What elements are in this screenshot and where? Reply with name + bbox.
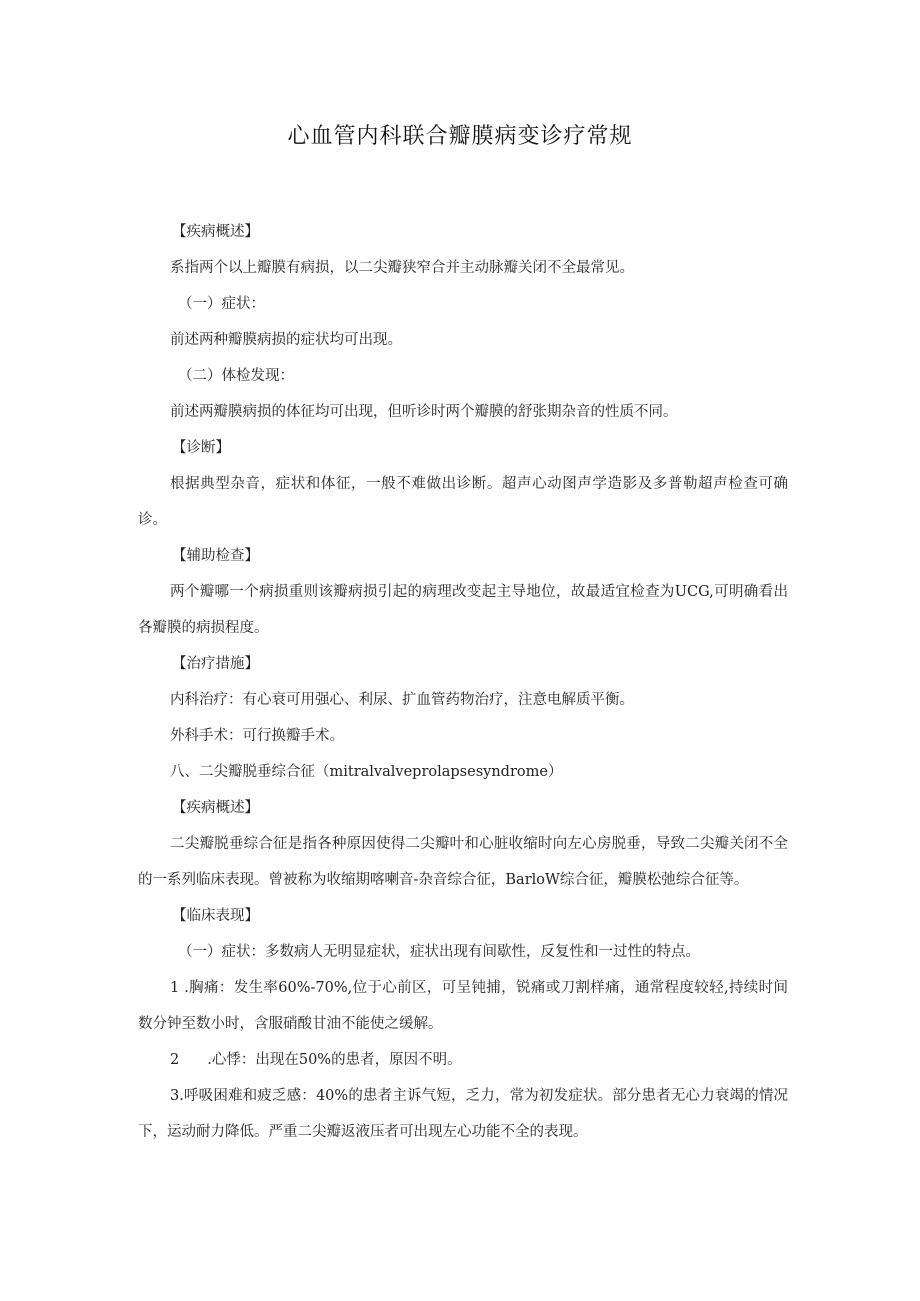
section-heading-diagnosis: 【诊断】 (172, 440, 230, 456)
paragraph: 系指两个以上瓣膜有病损，以二尖瓣狭窄合并主动脉瓣关闭不全最常见。 (170, 260, 634, 276)
section-heading-auxiliary-exam: 【辅助检查】 (172, 548, 259, 564)
section-heading-overview-2: 【疾病概述】 (172, 800, 259, 816)
paragraph: 前述两瓣膜病损的体征均可出现，但听诊时两个瓣膜的舒张期杂音的性质不同。 (170, 404, 678, 420)
paragraph: 二尖瓣脱垂综合征是指各种原因使得二尖瓣叶和心脏收缩时向左心房脱垂，导致二尖瓣关闭不全的一系列临床表现。曾被称为收缩期喀喇音-杂音综合征，BarloW综合征，瓣膜松弛综合征等。 (138, 836, 788, 888)
page-title: 心血管内科联合瓣膜病变诊疗常规 (287, 124, 633, 149)
subheading-symptoms: （一）症状： (178, 296, 265, 312)
list-item-chest-pain: 1 .胸痛：发生率60%-70%,位于心前区，可呈钝捕，锐痛或刀割样痛，通常程度较轻,持续时间数分钟至数小时，含服硝酸甘油不能使之缓解。 (138, 980, 788, 1032)
list-item-number: 2 (170, 1052, 180, 1068)
paragraph: （一）症状：多数病人无明显症状，症状出现有间歇性，反复性和一过性的特点。 (178, 944, 700, 960)
list-item-dyspnea: 3.呼吸困难和疲乏感：40%的患者主诉气短，乏力，常为初发症状。部分患者无心力衰竭的情况下，运动耐力降低。严重二尖瓣返液压者可出现左心功能不全的表现。 (138, 1088, 788, 1140)
document-body (138, 214, 788, 1150)
section-heading-overview: 【疾病概述】 (172, 224, 259, 240)
section-title-mvp: 八、二尖瓣脱垂综合征（mitralvalveprolapsesyndrome） (170, 764, 563, 780)
list-item-palpitation (138, 1042, 788, 1078)
paragraph: 前述两种瓣膜病损的症状均可出现。 (170, 332, 402, 348)
paragraph: 外科手术：可行换瓣手术。 (170, 728, 344, 744)
section-heading-clinical: 【临床表现】 (172, 908, 259, 924)
list-item-text: .心悸：出现在50%的患者，原因不明。 (207, 1052, 462, 1068)
section-heading-treatment: 【治疗措施】 (172, 656, 259, 672)
paragraph: 根据典型杂音，症状和体征，一般不难做出诊断。超声心动图声学造影及多普勒超声检查可确诊。 (138, 476, 788, 528)
subheading-exam: （二）体检发现： (178, 368, 294, 384)
paragraph: 内科治疗：有心衰可用强心、利尿、扩血管药物治疗，注意电解质平衡。 (170, 692, 634, 708)
paragraph: 两个瓣哪一个病损重则该瓣病损引起的病理改变起主导地位，故最适宜检查为UCG,可明确看出各瓣膜的病损程度。 (138, 584, 788, 636)
